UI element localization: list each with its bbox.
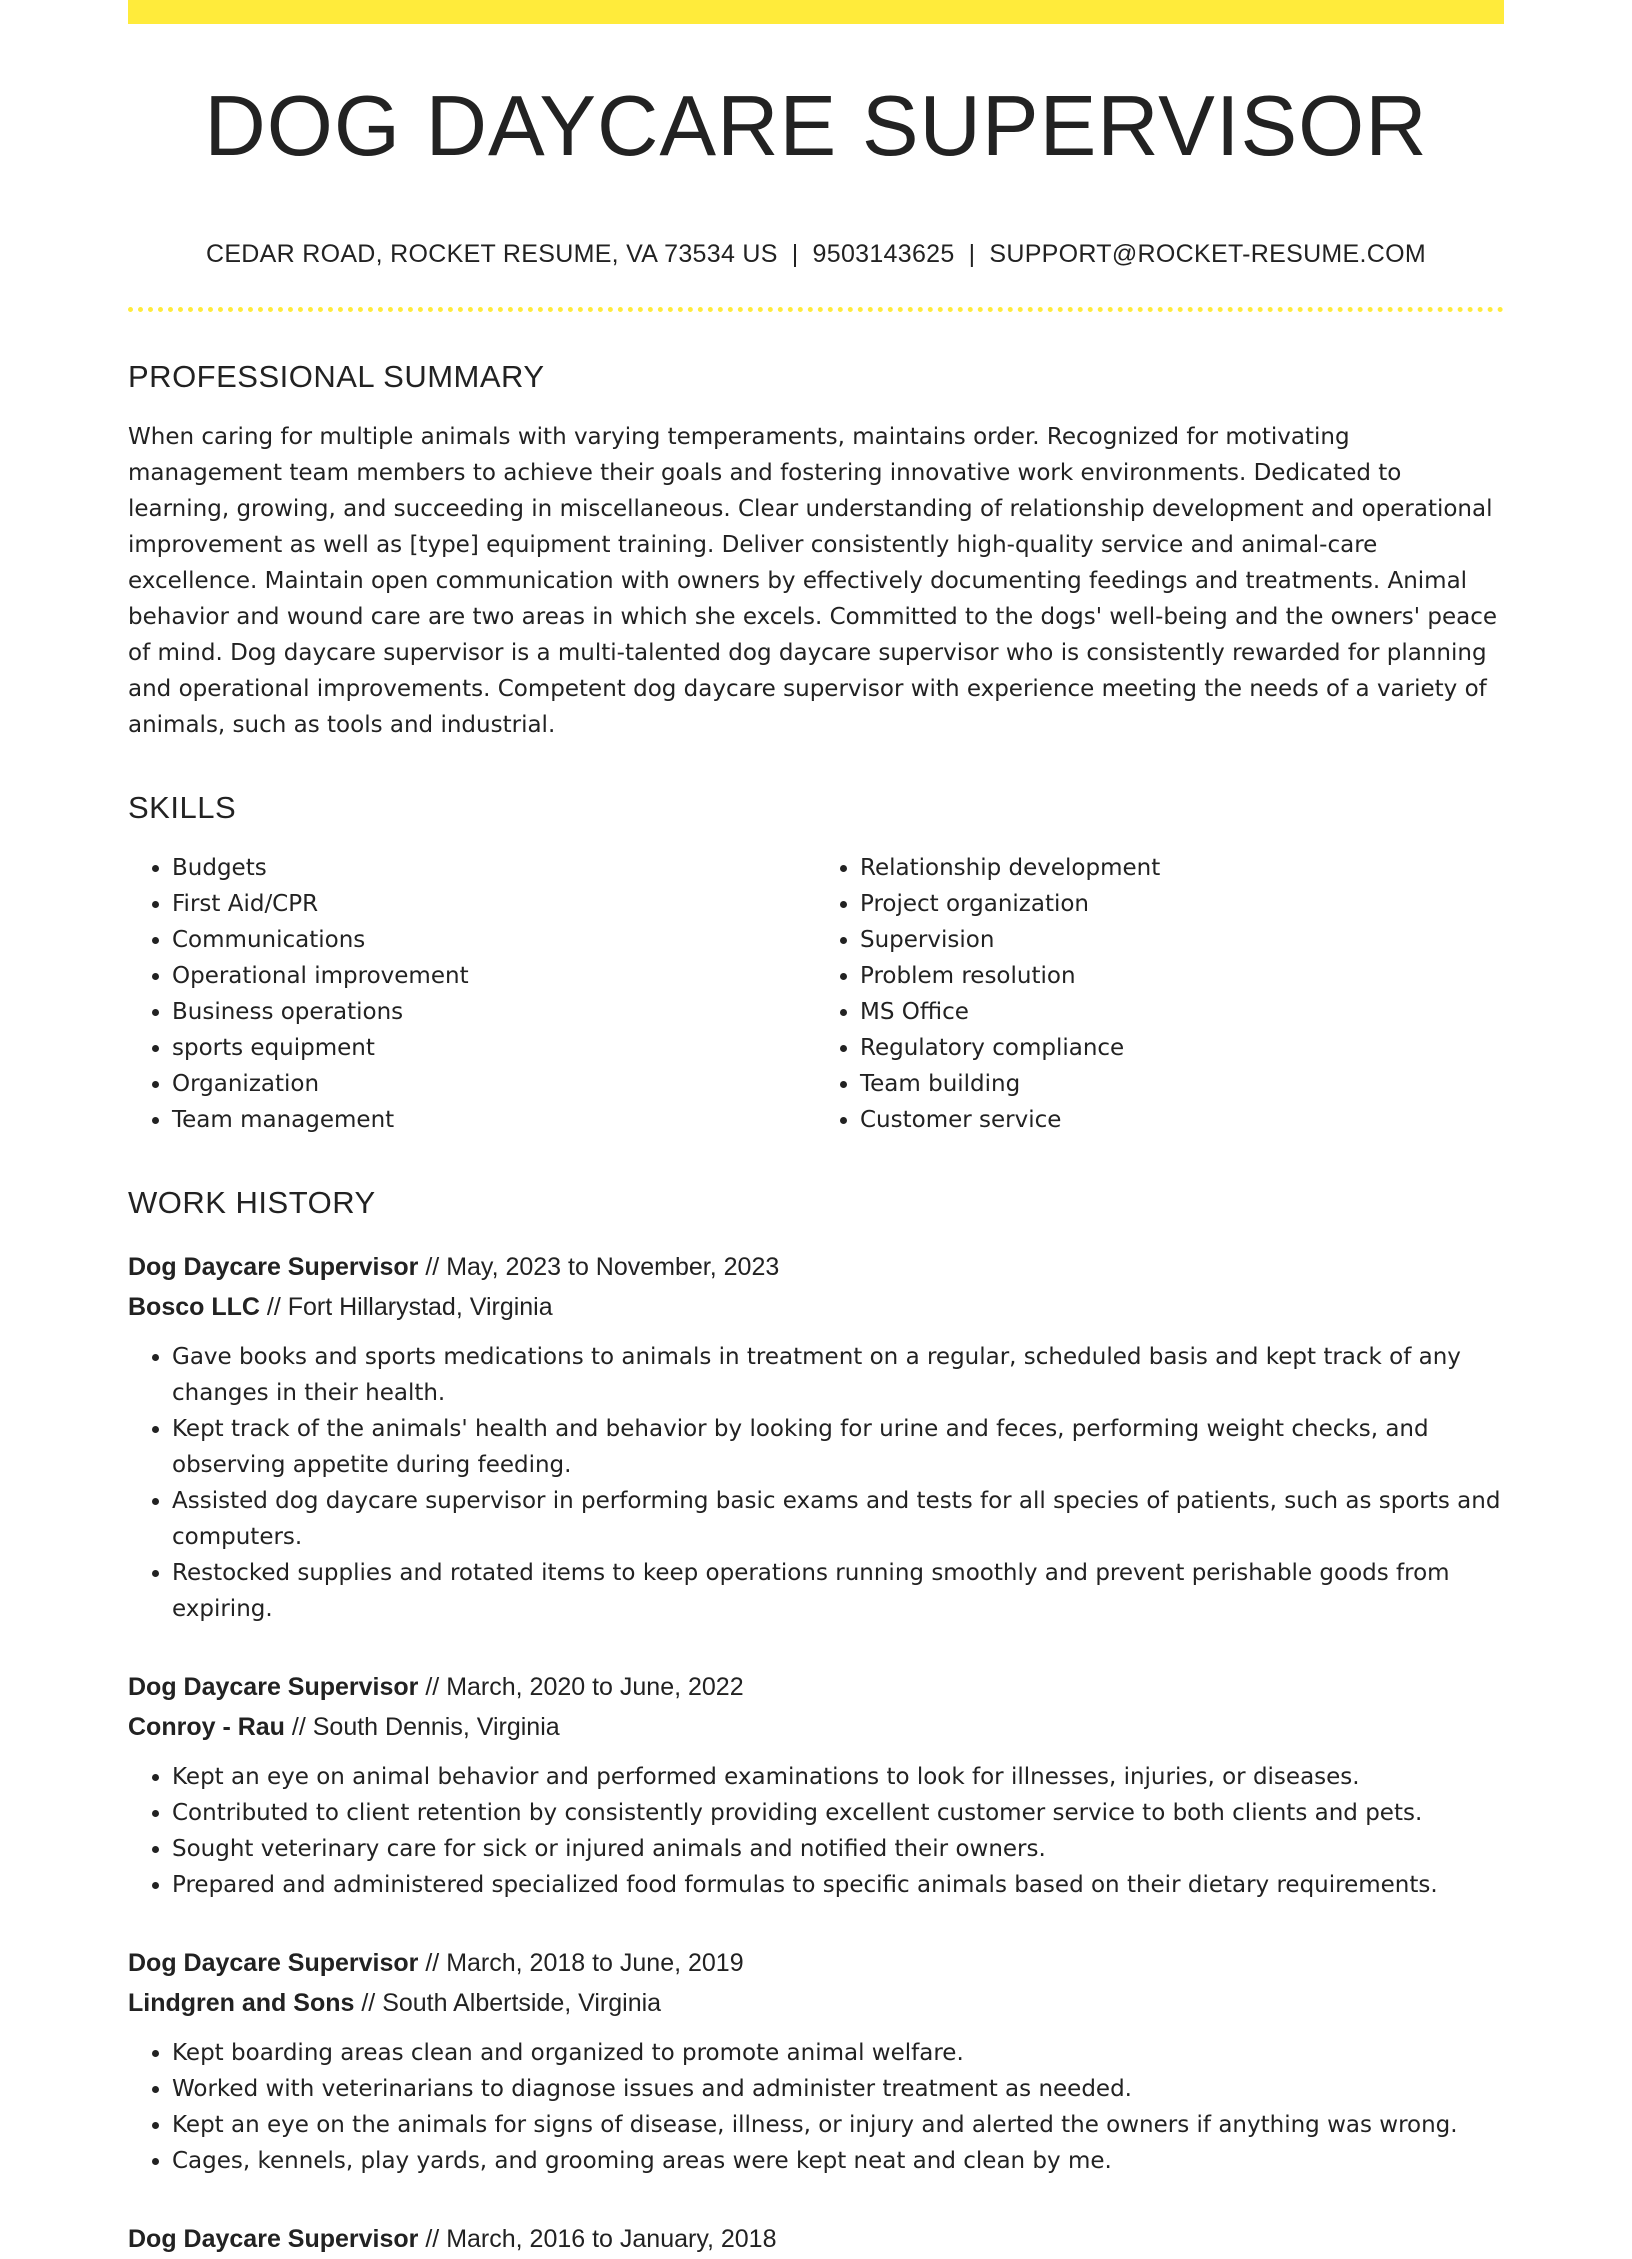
skills-list (128, 850, 1504, 1138)
job-role: Dog Daycare Supervisor (128, 1949, 419, 1978)
contact-address: CEDAR ROAD, ROCKET RESUME, VA 73534 US (205, 239, 778, 268)
skill-item: • First Aid/CPR (172, 886, 816, 922)
skill-item: • sports equipment (172, 1030, 816, 1066)
contact-email: SUPPORT@ROCKET-RESUME.COM (989, 239, 1427, 268)
job-role-line (128, 1247, 1504, 1287)
job-dates: // May, 2023 to November, 2023 (418, 1253, 780, 1282)
job-entry (128, 2219, 1504, 2259)
accent-bar (128, 0, 1504, 24)
job-bullet: • Kept an eye on animal behavior and performed examinations to look for illnesses, injuries, or diseases. (172, 1759, 1504, 1795)
job-bullet: • Kept track of the animals' health and behavior by looking for urine and feces, performing weight checks, and observing appetite during feeding. (172, 1411, 1504, 1483)
job-entry (128, 1667, 1504, 1903)
skill-item: • Operational improvement (172, 958, 816, 994)
job-company: Conroy - Rau (128, 1713, 285, 1742)
skills-heading: SKILLS (128, 789, 237, 825)
skill-item: • Problem resolution (860, 958, 1504, 994)
job-bullet: • Restocked supplies and rotated items to keep operations running smoothly and prevent perishable goods from expiring. (172, 1555, 1504, 1627)
job-company-line (128, 1707, 1504, 1747)
job-role-line (128, 1667, 1504, 1707)
skill-item: • Project organization (860, 886, 1504, 922)
job-dates: // March, 2018 to June, 2019 (418, 1949, 744, 1978)
skill-item: • Supervision (860, 922, 1504, 958)
job-company-line (128, 1287, 1504, 1327)
skill-item: • Team building (860, 1066, 1504, 1102)
summary-text: When caring for multiple animals with varying temperaments, maintains order. Recognized for motivating management team members to achieve their goals and fostering innovative work environments. Dedicated to learning, growing, and succeeding in miscellaneous. Clear understanding of relationship development and operational improvement as well as [type] equipment training. Deliver consistently high-quality service and animal-care excellence. Maintain open communication with owners by effectively documenting feedings and treatments. Animal behavior and wound care are two areas in which she excels. Committed to the dogs' well-being and the owners' peace of mind. Dog daycare supervisor is a multi-talented dog daycare supervisor who is consistently rewarded for planning and operational improvements. Competent dog daycare supervisor with experience meeting the needs of a variety of animals, such as tools and industrial. (128, 423, 1498, 738)
job-role: Dog Daycare Supervisor (128, 2225, 419, 2254)
job-role: Dog Daycare Supervisor (128, 1673, 419, 1702)
job-entry (128, 1943, 1504, 2179)
resume-page (128, 0, 1504, 2259)
job-bullet: • Contributed to client retention by consistently providing excellent customer service to both clients and pets. (172, 1795, 1504, 1831)
skill-item: • Customer service (860, 1102, 1504, 1138)
job-dates: // March, 2020 to June, 2022 (418, 1673, 744, 1702)
job-bullets (128, 1759, 1504, 1903)
contact-phone: 9503143625 (812, 239, 955, 268)
skill-item: • MS Office (860, 994, 1504, 1030)
job-bullets (128, 2035, 1504, 2179)
job-bullet: • Assisted dog daycare supervisor in performing basic exams and tests for all species of patients, such as sports and computers. (172, 1483, 1504, 1555)
job-bullet: • Worked with veterinarians to diagnose issues and administer treatment as needed. (172, 2071, 1504, 2107)
job-company-line (128, 1983, 1504, 2023)
job-company: Lindgren and Sons (128, 1989, 355, 2018)
job-bullet: • Cages, kennels, play yards, and grooming areas were kept neat and clean by me. (172, 2143, 1504, 2179)
job-location: // South Dennis, Virginia (284, 1713, 560, 1742)
contact-separator: | (791, 239, 799, 268)
job-role: Dog Daycare Supervisor (128, 1253, 419, 1282)
job-bullet: • Sought veterinary care for sick or injured animals and notified their owners. (172, 1831, 1504, 1867)
job-bullet: • Prepared and administered specialized food formulas to specific animals based on their dietary requirements. (172, 1867, 1504, 1903)
dotted-divider (128, 307, 1504, 312)
job-role-line (128, 2219, 1504, 2259)
job-location: // Fort Hillarystad, Virginia (259, 1293, 553, 1322)
job-bullet: • Kept boarding areas clean and organized to promote animal welfare. (172, 2035, 1504, 2071)
job-entry (128, 1247, 1504, 1627)
skills-column-left (128, 850, 816, 1138)
job-bullet: • Kept an eye on the animals for signs of disease, illness, or injury and alerted the owners if anything was wrong. (172, 2107, 1504, 2143)
job-bullet: • Gave books and sports medications to animals in treatment on a regular, scheduled basis and kept track of any changes in their health. (172, 1339, 1504, 1411)
job-dates: // March, 2016 to January, 2018 (418, 2225, 777, 2254)
skill-item: • Team management (172, 1102, 816, 1138)
skills-column-right (816, 850, 1504, 1138)
skill-item: • Organization (172, 1066, 816, 1102)
work-history-heading: WORK HISTORY (128, 1184, 376, 1220)
skill-item: • Relationship development (860, 850, 1504, 886)
skill-item: • Communications (172, 922, 816, 958)
job-bullets (128, 1339, 1504, 1627)
contact-separator: | (968, 239, 976, 268)
summary-heading: PROFESSIONAL SUMMARY (128, 358, 545, 394)
skill-item: • Budgets (172, 850, 816, 886)
candidate-title: DOG DAYCARE SUPERVISOR (204, 79, 1428, 174)
contact-line (128, 240, 1504, 269)
skill-item: • Regulatory compliance (860, 1030, 1504, 1066)
job-company: Bosco LLC (128, 1293, 260, 1322)
job-role-line (128, 1943, 1504, 1983)
skill-item: • Business operations (172, 994, 816, 1030)
job-location: // South Albertside, Virginia (354, 1989, 662, 2018)
